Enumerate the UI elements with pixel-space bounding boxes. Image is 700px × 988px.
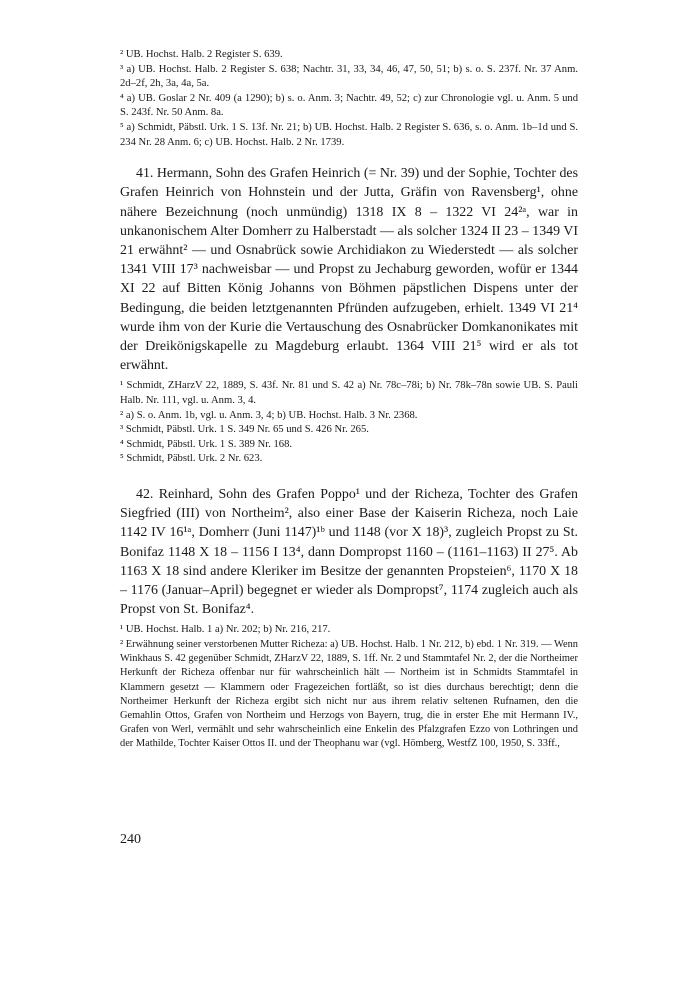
footnote: ² Erwähnung seiner verstorbenen Mutter Richeza: a) UB. Hochst. Halb. 1 Nr. 212, b) ebd. 1 Nr. 319. — Wenn Winkhaus S. 42 gegenüber Schmidt, ZHarzV 22, 1889, S. 1ff. Nr. 2 und Stammtafel Nr. 2, der die Northeimer Herkunft der Richeza offenbar nur für wahrscheinlich hält — Northeim ist in Schmidts Stammtafel in Klammern gesetzt — Klammern oder Fragezeichen fortläßt, so ist dies durchaus berechtigt; denn die Northeimer Herkunft der Richeza ergibt sich nicht nur aus ihrem relativ seltenen Rufnamen, den die Gemahlin Ottos, Grafen von Northeim und Herzogs von Bayern, trug, die in erster Ehe mit Hermann IV., Grafen von Werl, vermählt und sehr wahrscheinlich eine Enkelin des Pfalzgrafen Ezzo von Lothringen und der Mathilde, Tochter Kaiser Ottos II. und der Theophanu war (vgl. Hömberg, WestfZ 100, 1950, S. 33ff., — [120, 638, 578, 750]
footnote: ² UB. Hochst. Halb. 2 Register S. 639. — [120, 49, 283, 60]
footnote: ³ Schmidt, Päbstl. Urk. 1 S. 349 Nr. 65 und S. 426 Nr. 265. — [120, 424, 369, 436]
footnote: ⁴ Schmidt, Päbstl. Urk. 1 S. 389 Nr. 168. — [120, 438, 293, 450]
entry-41-text: 41. Hermann, Sohn des Grafen Heinrich (= Nr. 39) und der Sophie, Tochter des Grafen Heinrich von Hohnstein und der Jutta, Gräfin von Ravensberg¹, ohne nähere Bezeichnung (noch unmündig) 1318 IX 8 – 1322 VI 24²ᵃ, war in unkanonischem Alter Domherr zu Halberstadt — als solcher 1324 II 23 – 1349 VI 21 erwähnt² — und Osnabrück sowie Archidiakon zu Wiederstedt — als solcher 1341 VIII 17³ nachweisbar — und Propst zu Jechaburg geworden, wofür er 1344 XI 22 auf Bitten König Johanns von Böhmen päpstlichen Dispens unter der Bedingung, die beiden letztgenannten Pfründen aufzugeben, erhielt. 1349 VI 21⁴ wurde ihm von der Kurie die Vertauschung des Osnabrücker Domkanonikates mit der Dreikönigskapelle zu Magdeburg erlaubt. 1364 VIII 21⁵ wird er als tot erwähnt. — [120, 166, 578, 374]
top-footnotes — [120, 48, 578, 150]
footnote: ¹ UB. Hochst. Halb. 1 a) Nr. 202; b) Nr. 216, 217. — [120, 624, 331, 636]
page-content — [120, 48, 578, 752]
page-number: 240 — [120, 832, 141, 847]
entry-42-footnotes — [120, 623, 578, 751]
footnote: ⁴ a) UB. Goslar 2 Nr. 409 (a 1290); b) s. o. Anm. 3; Nachtr. 49, 52; c) zur Chronologie vgl. u. Anm. 5 und S. 243f. Nr. 50 Anm. 8a. — [120, 92, 578, 119]
footnote: ¹ Schmidt, ZHarzV 22, 1889, S. 43f. Nr. 81 und S. 42 a) Nr. 78c–78i; b) Nr. 78k–78n sowie UB. S. Pauli Halb. Nr. 111, vgl. u. Anm. 3, 4. — [120, 380, 578, 406]
footnote: ⁵ Schmidt, Päbstl. Urk. 2 Nr. 623. — [120, 453, 263, 465]
entry-42-text: 42. Reinhard, Sohn des Grafen Poppo¹ und der Richeza, Tochter des Grafen Siegfried (III) von Northeim², also einer Base der Kaiserin Richeza, noch Laie 1142 IV 16¹ᵃ, Domherr (Juni 1147)¹ᵇ und 1148 (vor X 18)³, zugleich Propst zu St. Bonifaz 1148 X 18 – 1156 I 13⁴, dann Dompropst 1160 – (1161–1163) II 27⁵. Ab 1163 X 18 sind andere Kleriker im Besitze der genannten Propsteien⁶, 1170 X 18 – 1176 (Januar–April) begegnet er wieder als Dompropst⁷, 1174 zugleich auch als Propst von St. Bonifaz⁴. — [120, 486, 578, 618]
footnote: ² a) S. o. Anm. 1b, vgl. u. Anm. 3, 4; b) UB. Hochst. Halb. 3 Nr. 2368. — [120, 409, 418, 421]
footnote: ³ a) UB. Hochst. Halb. 2 Register S. 638; Nachtr. 31, 33, 34, 46, 47, 50, 51; b) s. o. S. 237f. Nr. 37 Anm. 2d–2f, 2h, 3a, 4a, 5a. — [120, 63, 578, 90]
entry-41-footnotes — [120, 379, 578, 467]
footnote: ⁵ a) Schmidt, Päbstl. Urk. 1 S. 13f. Nr. 21; b) UB. Hochst. Halb. 2 Register S. 636, s. o. Anm. 1b–1d und S. 234 Nr. 28 Anm. 6; c) UB. Hochst. Halb. 2 Nr. 1739. — [120, 121, 578, 148]
